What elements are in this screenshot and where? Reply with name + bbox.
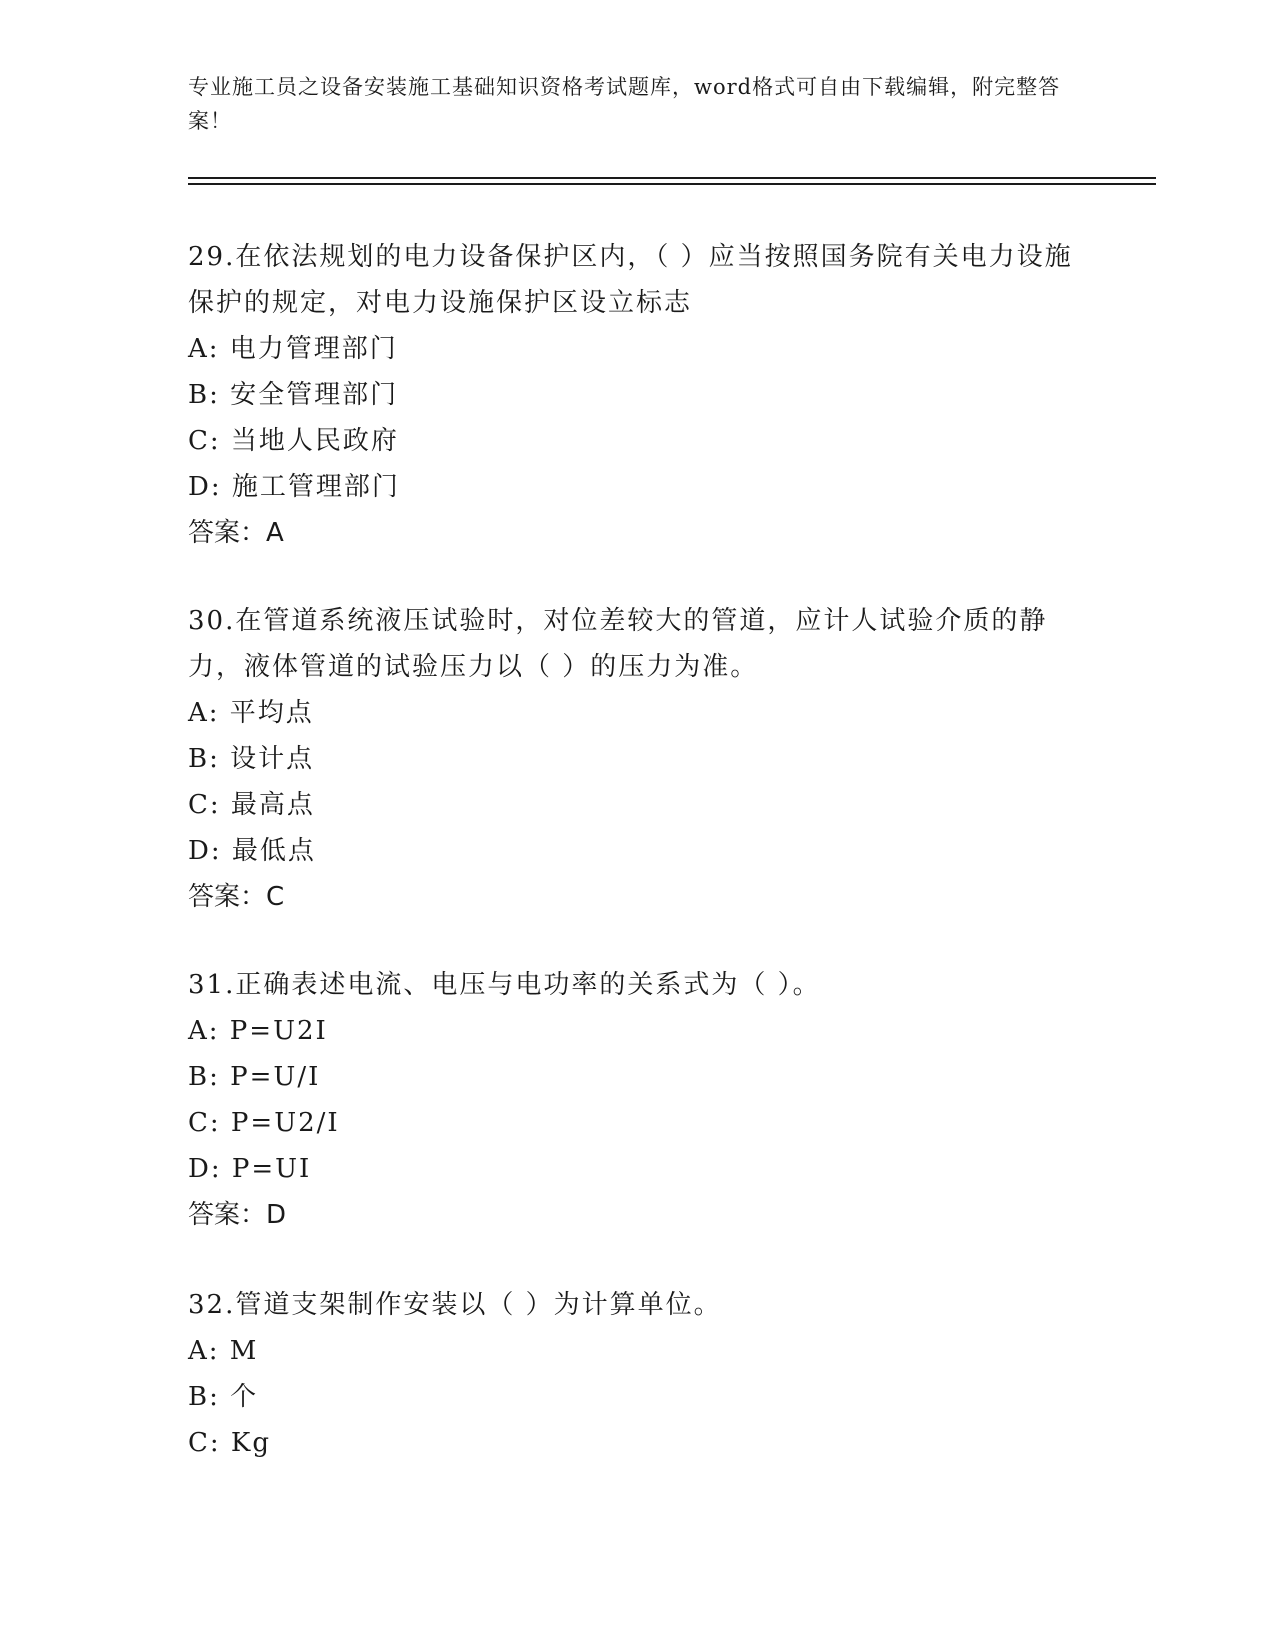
option-c: C: Kg [188, 1428, 271, 1458]
option-c: C: 当地人民政府 [188, 426, 399, 456]
question-32 [188, 1282, 1088, 1466]
question-31 [188, 962, 1088, 1238]
question-stem: 31.正确表述电流、电压与电功率的关系式为（ ）。 [188, 970, 821, 1000]
answer: 答案：C [188, 882, 285, 912]
answer: 答案：D [188, 1200, 287, 1230]
option-c: C: P=U2/I [188, 1108, 340, 1138]
option-b: B: 安全管理部门 [188, 380, 399, 410]
option-b: B: P=U/I [188, 1062, 321, 1092]
document-header [188, 70, 1068, 138]
option-a: A: 平均点 [188, 698, 314, 728]
option-b: B: 个 [188, 1382, 259, 1412]
question-stem: 29.在依法规划的电力设备保护区内，（ ）应当按照国务院有关电力设施保护的规定，对电力设施保护区设立标志 [188, 242, 1073, 318]
option-d: D: P=UI [188, 1154, 312, 1184]
option-a: A: P=U2I [188, 1016, 328, 1046]
option-d: D: 最低点 [188, 836, 316, 866]
question-stem: 30.在管道系统液压试验时，对位差较大的管道，应计人试验介质的静力，液体管道的试验压力以（ ）的压力为准。 [188, 606, 1048, 682]
question-30 [188, 598, 1088, 920]
header-divider-bottom [188, 183, 1156, 185]
option-d: D: 施工管理部门 [188, 472, 400, 502]
answer: 答案：A [188, 518, 284, 548]
header-intro-text: 专业施工员之设备安装施工基础知识资格考试题库，word格式可自由下载编辑，附完整答案！ [188, 75, 1061, 133]
question-29 [188, 234, 1088, 556]
question-stem: 32.管道支架制作安装以（ ）为计算单位。 [188, 1290, 722, 1320]
header-divider-top [188, 177, 1156, 179]
option-a: A: 电力管理部门 [188, 334, 398, 364]
option-b: B: 设计点 [188, 744, 315, 774]
option-c: C: 最高点 [188, 790, 315, 820]
option-a: A: M [188, 1336, 259, 1366]
